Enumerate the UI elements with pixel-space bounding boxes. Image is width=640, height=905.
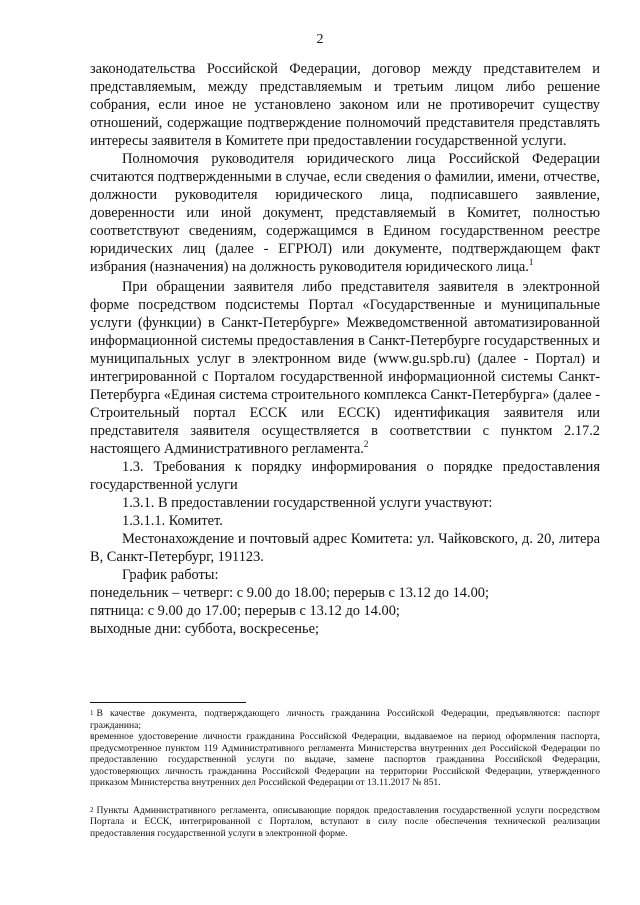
- paragraph-electronic-application: [90, 278, 600, 458]
- footnote-2-text: Пункты Административного регламента, описывающие порядок предоставления государственной услуги посредством Портала и ЕССК, интегрированной с Порталом, вступают в силу после обеспечения технической реализации предоставления государственной услуги в электронной форме.: [90, 804, 600, 839]
- footnote-1-continued: временное удостоверение личности гражданина Российской Федерации, выдаваемое на период оформления паспорта, предусмотренное пунктом 119 Административного регламента Министерства внутренних дел Российской Федерации по предоставлению государственной услуги по выдаче, замене паспортов гражданина Российской Федерации, удостоверяющих личность гражданина Российской Федерации на территории Российской Федерации, утвержденного приказом Министерства внутренних дел Российской Федерации от 13.11.2017 № 851.: [90, 731, 600, 788]
- footnote-1: [90, 708, 600, 731]
- item-1-3-1: 1.3.1. В предоставлении государственной услуги участвуют:: [122, 495, 493, 511]
- paragraph-legal-entity-head-text: Полномочия руководителя юридического лица Российской Федерации считаются подтвержденными в случае, если сведения о фамилии, имени, отчестве, должности руководителя юридического лица, подписавшего заявление, доверенности или иной документ, представляемый в Комитет, полностью соответствуют сведениям, содержащимся в Едином государственном реестре юридических лиц (далее - ЕГРЮЛ) или документе, подтверждающем факт избрания (назначения) на должность руководителя юридического лица.: [90, 151, 600, 275]
- footnote-1-text-a: В качестве документа, подтверждающего личность гражданина Российской Федерации, предъявляются: паспорт гражданина;: [90, 708, 600, 731]
- footnote-ref-2: 2: [363, 439, 369, 450]
- document-body: [90, 60, 600, 638]
- footnote-divider: [90, 702, 246, 703]
- footnote-1-mark: 1: [90, 709, 94, 717]
- schedule-friday: пятница: с 9.00 до 17.00; перерыв с 13.12 до 14.00;: [90, 603, 400, 619]
- schedule-weekend: выходные дни: суббота, воскресенье;: [90, 621, 319, 637]
- schedule-mon-thu: понедельник – четверг: с 9.00 до 18.00; перерыв с 13.12 до 14.00;: [90, 585, 489, 601]
- committee-address: Местонахождение и почтовый адрес Комитета: ул. Чайковского, д. 20, литера В, Санкт-Петербург, 191123.: [90, 531, 600, 565]
- item-1-3-1-1: 1.3.1.1. Комитет.: [122, 513, 223, 529]
- footnotes: [90, 708, 600, 839]
- paragraph-legal-entity-head: [90, 150, 600, 276]
- footnote-2: [90, 805, 600, 840]
- paragraph-representative-authority: законодательства Российской Федерации, договор между представителем и представляемым, между представляемым и третьим лицом либо решение собрания, если иное не установлено законом или не противоречит существу отношений, содержащие подтверждение полномочий представителя представлять интересы заявителя в Комитете при предоставлении государственной услуги.: [90, 61, 600, 149]
- footnote-2-mark: 2: [90, 805, 94, 814]
- schedule-heading: График работы:: [122, 567, 219, 583]
- footnote-ref-1: 1: [528, 257, 534, 268]
- page-number: 2: [316, 32, 324, 47]
- section-heading-1-3: 1.3. Требования к порядку информирования о порядке предоставления государственной услуги: [90, 459, 600, 493]
- paragraph-electronic-application-text: При обращении заявителя либо представителя заявителя в электронной форме посредством подсистемы Портал «Государственные и муниципальные услуги (функции) в Санкт-Петербурге» Межведомственной автоматизированной информационной системы предоставления в Санкт-Петербурге государственных и муниципальных услуг в электронном виде (www.gu.spb.ru) (далее - Портал) и интегрированной с Порталом государственной информационной системы Санкт-Петербурга «Единая система строительного комплекса Санкт-Петербурга» (далее - Строительный портал ЕССК или ЕССК) идентификация заявителя или представителя заявителя осуществляется в соответствии с пунктом 2.17.2 настоящего Административного регламента.: [90, 279, 600, 457]
